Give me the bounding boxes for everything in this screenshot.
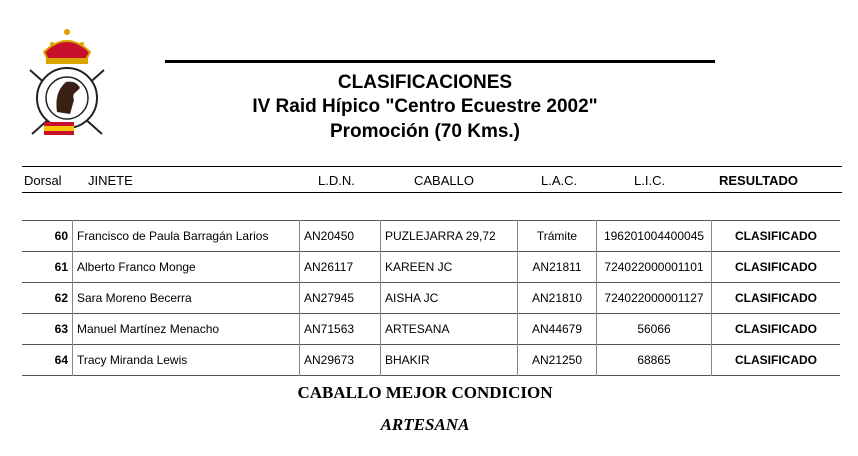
cell-dorsal: 60 xyxy=(22,221,73,252)
cell-caballo: KAREEN JC xyxy=(381,252,518,283)
cell-resultado: CLASIFICADO xyxy=(735,260,817,274)
cell-resultado: CLASIFICADO xyxy=(735,353,817,367)
cell-lac: AN21810 xyxy=(518,283,597,314)
cell-ldn: AN27945 xyxy=(300,283,381,314)
cell-caballo: PUZLEJARRA 29,72 xyxy=(381,221,518,252)
cell-jinete: Sara Moreno Becerra xyxy=(73,283,300,314)
cell-lic: 68865 xyxy=(597,345,712,376)
category-title: Promoción (70 Kms.) xyxy=(329,121,521,142)
cell-ldn: AN20450 xyxy=(300,221,381,252)
award-title: CABALLO MEJOR CONDICION xyxy=(297,383,553,402)
cell-ldn: AN26117 xyxy=(300,252,381,283)
cell-lic: 196201004400045 xyxy=(597,221,712,252)
cell-dorsal: 61 xyxy=(22,252,73,283)
cell-lac: AN21811 xyxy=(518,252,597,283)
title-rule xyxy=(165,60,715,63)
cell-lac: AN44679 xyxy=(518,314,597,345)
flag-ribbon-icon xyxy=(44,122,74,135)
award-horse: ARTESANA xyxy=(380,415,470,434)
page-title: CLASIFICACIONES xyxy=(337,72,513,93)
table-row xyxy=(22,345,840,376)
col-header-caballo: CABALLO xyxy=(414,173,474,188)
table-row xyxy=(22,221,840,252)
cell-resultado: CLASIFICADO xyxy=(735,229,817,243)
cell-jinete: Francisco de Paula Barragán Larios xyxy=(73,221,300,252)
cell-lic: 724022000001101 xyxy=(597,252,712,283)
cell-lac: Trámite xyxy=(518,221,597,252)
col-header-resultado: RESULTADO xyxy=(719,173,798,188)
cell-resultado: CLASIFICADO xyxy=(735,291,817,305)
table-row xyxy=(22,283,840,314)
cell-lac: AN21250 xyxy=(518,345,597,376)
cell-caballo: BHAKIR xyxy=(381,345,518,376)
cell-lic: 56066 xyxy=(597,314,712,345)
cell-caballo: AISHA JC xyxy=(381,283,518,314)
cell-ldn: AN71563 xyxy=(300,314,381,345)
col-header-lac: L.A.C. xyxy=(541,173,578,188)
header-top-rule xyxy=(22,166,842,167)
cell-caballo: ARTESANA xyxy=(381,314,518,345)
cell-resultado: CLASIFICADO xyxy=(735,322,817,336)
cell-dorsal: 64 xyxy=(22,345,73,376)
cell-jinete: Manuel Martínez Menacho xyxy=(73,314,300,345)
col-header-lic: L.I.C. xyxy=(634,173,666,188)
col-header-ldn: L.D.N. xyxy=(318,173,355,188)
results-table xyxy=(22,220,840,376)
col-header-dorsal: Dorsal xyxy=(24,173,62,188)
header-bottom-rule xyxy=(22,192,842,193)
cell-jinete: Alberto Franco Monge xyxy=(73,252,300,283)
federation-logo xyxy=(22,22,112,142)
cell-jinete: Tracy Miranda Lewis xyxy=(73,345,300,376)
cell-lic: 724022000001127 xyxy=(597,283,712,314)
cell-dorsal: 63 xyxy=(22,314,73,345)
event-subtitle: IV Raid Hípico "Centro Ecuestre 2002" xyxy=(252,96,598,117)
cell-ldn: AN29673 xyxy=(300,345,381,376)
cell-dorsal: 62 xyxy=(22,283,73,314)
table-row xyxy=(22,252,840,283)
crown-icon xyxy=(44,29,90,64)
table-row xyxy=(22,314,840,345)
col-header-jinete: JINETE xyxy=(88,173,133,188)
